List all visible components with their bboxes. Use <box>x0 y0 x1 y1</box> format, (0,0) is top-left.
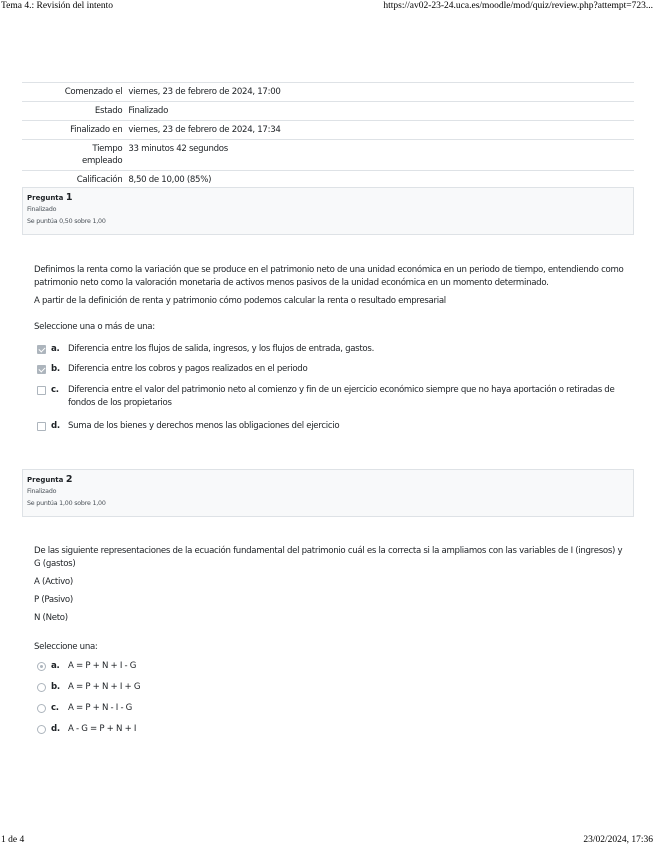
question-2-prompt: Seleccione una: <box>34 642 98 652</box>
checkbox-checked[interactable] <box>37 365 46 374</box>
question-state: Finalizado <box>27 206 57 213</box>
answer-option[interactable] <box>37 384 617 410</box>
option-letter: b. <box>51 364 60 374</box>
answer-option[interactable] <box>37 702 617 715</box>
question-state: Finalizado <box>27 488 57 495</box>
option-letter: c. <box>51 703 59 713</box>
summary-label: Estado <box>22 102 128 121</box>
question-2-text <box>34 545 624 630</box>
print-footer <box>0 835 655 849</box>
radio-unselected[interactable] <box>37 704 46 713</box>
summary-label: Comenzado el <box>22 83 128 102</box>
question-number: Pregunta 1 <box>27 192 73 203</box>
answer-option[interactable] <box>37 723 617 736</box>
option-letter: c. <box>51 385 59 395</box>
attempt-summary-table <box>22 82 634 190</box>
question-1-info <box>22 187 634 235</box>
summary-row <box>22 121 634 140</box>
question-1-prompt: Seleccione una o más de una: <box>34 322 155 332</box>
question-paragraph: P (Pasivo) <box>34 595 73 605</box>
summary-label: Calificación <box>22 171 128 190</box>
question-paragraph: N (Neto) <box>34 613 68 623</box>
answer-option[interactable] <box>37 660 617 673</box>
question-paragraph: A (Activo) <box>34 577 73 587</box>
summary-value: viernes, 23 de febrero de 2024, 17:00 <box>128 83 634 102</box>
option-letter: d. <box>51 724 60 734</box>
summary-row <box>22 140 634 171</box>
print-header-url[interactable]: https://av02-23-24.uca.es/moodle/mod/quiz/review.php?attempt=723... <box>383 1 653 11</box>
checkbox-unchecked[interactable] <box>37 422 46 431</box>
summary-row <box>22 83 634 102</box>
question-number: Pregunta 2 <box>27 474 73 485</box>
option-letter: a. <box>51 661 60 671</box>
radio-selected[interactable] <box>37 662 46 671</box>
answer-option[interactable] <box>37 343 617 356</box>
question-paragraph: Definimos la renta como la variación que se produce en el patrimonio neto de una unidad económica en un periodo de tiempo, entendiendo como patrimonio neto como la valoración monetaria de activos menos pasivos de la unidad económica en un momento determinado. <box>34 265 624 288</box>
checkbox-unchecked[interactable] <box>37 386 46 395</box>
option-text: A = P + N + I - G <box>68 661 137 671</box>
answer-option[interactable] <box>37 681 617 694</box>
summary-label: Tiempo empleado <box>22 140 128 171</box>
question-2-info <box>22 469 634 517</box>
summary-label: Finalizado en <box>22 121 128 140</box>
radio-unselected[interactable] <box>37 725 46 734</box>
option-text: A = P + N - I - G <box>68 703 133 713</box>
answer-option[interactable] <box>37 363 617 376</box>
print-header-title: Tema 4.: Revisión del intento <box>1 1 113 11</box>
option-text: Suma de los bienes y derechos menos las obligaciones del ejercicio <box>68 421 340 431</box>
summary-value: 8,50 de 10,00 (85%) <box>128 171 634 190</box>
option-text: A = P + N + I + G <box>68 682 141 692</box>
print-datetime: 23/02/2024, 17:36 <box>583 835 653 845</box>
option-text: Diferencia entre los cobros y pagos realizados en el periodo <box>68 364 308 374</box>
option-letter: b. <box>51 682 60 692</box>
option-letter: d. <box>51 421 60 431</box>
option-text: Diferencia entre el valor del patrimonio neto al comienzo y fin de un ejercicio económico siempre que no haya aportación o retiradas de fondos de los propietarios <box>68 385 615 408</box>
option-text: A - G = P + N + I <box>68 724 137 734</box>
question-paragraph: A partir de la definición de renta y patrimonio cómo podemos calcular la renta o resultado empresarial <box>34 296 446 306</box>
radio-unselected[interactable] <box>37 683 46 692</box>
page-number: 1 de 4 <box>1 835 25 845</box>
question-grade: Se puntúa 1,00 sobre 1,00 <box>27 500 106 507</box>
option-text: Diferencia entre los flujos de salida, ingresos, y los flujos de entrada, gastos. <box>68 344 374 354</box>
summary-value: 33 minutos 42 segundos <box>128 140 634 171</box>
answer-option[interactable] <box>37 420 617 433</box>
question-1-text <box>34 264 624 313</box>
checkbox-checked[interactable] <box>37 345 46 354</box>
summary-row <box>22 102 634 121</box>
summary-value: Finalizado <box>128 102 634 121</box>
question-grade: Se puntúa 0,50 sobre 1,00 <box>27 218 106 225</box>
summary-value: viernes, 23 de febrero de 2024, 17:34 <box>128 121 634 140</box>
option-letter: a. <box>51 344 60 354</box>
print-header <box>0 1 655 15</box>
question-paragraph: De las siguiente representaciones de la ecuación fundamental del patrimonio cuál es la correcta si la ampliamos con las variables de I (ingresos) y G (gastos) <box>34 546 623 569</box>
